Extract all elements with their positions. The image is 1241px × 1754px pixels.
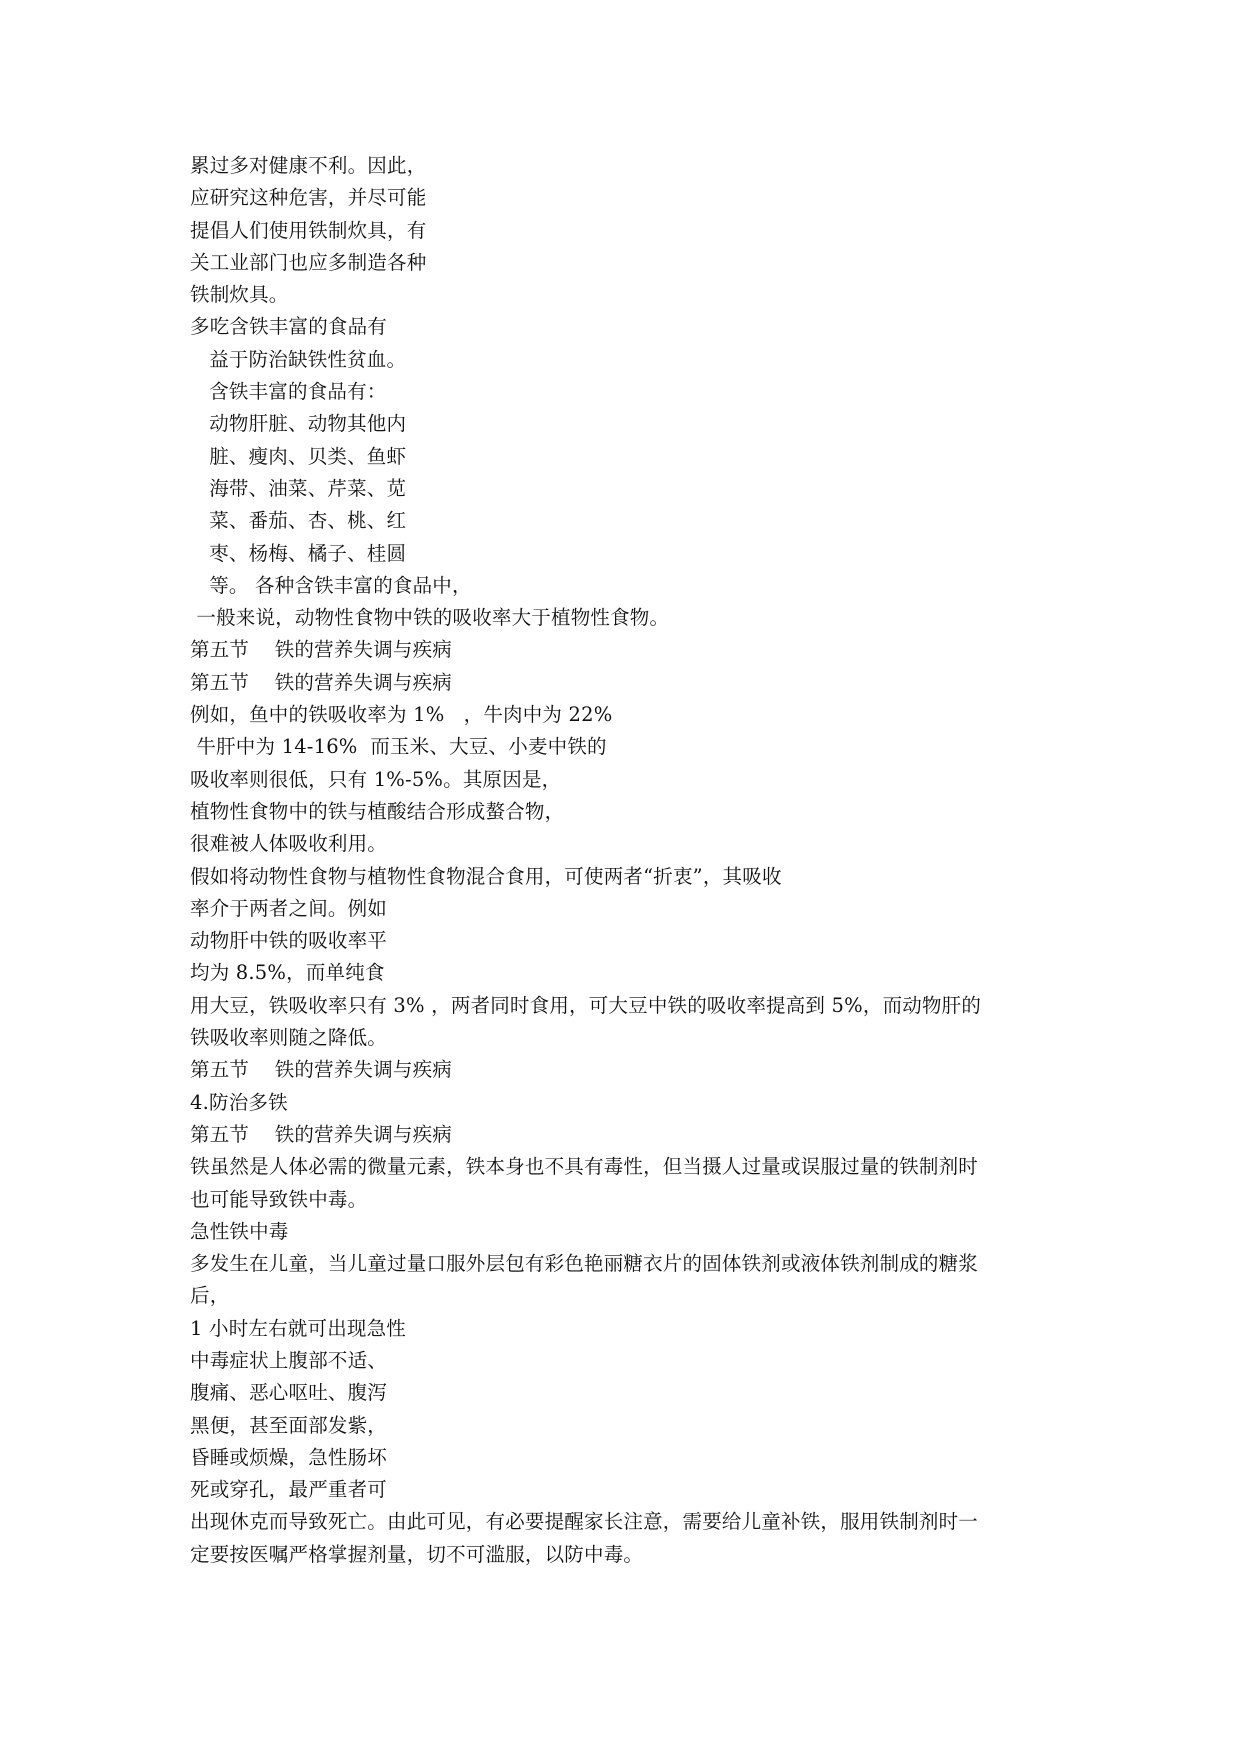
text-line: 多吃含铁丰富的食品有 [190,315,388,339]
text-line: 一般来说，动物性食物中铁的吸收率大于植物性食物。 [190,606,670,630]
section-heading: 第五节 铁的营养失调与疾病 [190,638,452,662]
text-line: 累过多对健康不利。因此， [190,154,427,177]
document-body [190,150,1070,1571]
text-line: 等。 各种含铁丰富的食品中， [190,573,472,597]
section-heading: 第五节 铁的营养失调与疾病 [190,1122,452,1146]
text-line: 动物肝中铁的吸收率平 [190,929,388,953]
text-line: 例如，鱼中的铁吸收率为 1% ，牛肉中为 22% [190,703,613,727]
text-line: 铁虽然是人体必需的微量元素，铁本身也不具有毒性，但当摄人过量或误服过量的铁制剂时 [190,1155,979,1179]
text-line: 也可能导致铁中毒。 [190,1187,368,1211]
text-line: 出现休克而导致死亡。由此可见，有必要提醒家长注意，需要给儿童补铁，服用铁制剂时一 [190,1510,979,1534]
text-line: 牛肝中为 14-16% 而玉米、大豆、小麦中铁的 [190,735,607,759]
text-line: 菜、番茄、杏、桃、红 [190,509,407,533]
text-line: 海带、油菜、芹菜、苋 [190,476,407,500]
text-line: 黑便，甚至面部发紫， [190,1413,388,1437]
text-line: 动物肝脏、动物其他内 [190,412,407,436]
text-line: 率介于两者之间。例如 [190,896,388,920]
section-heading: 第五节 铁的营养失调与疾病 [190,670,452,694]
text-line: 死或穿孔，最严重者可 [190,1478,388,1502]
text-line: 用大豆，铁吸收率只有 3% ，两者同时食用，可大豆中铁的吸收率提高到 5%，而动物肝的 [190,993,982,1017]
text-line: 枣、杨梅、橘子、桂圆 [190,541,407,565]
text-line: 吸收率则很低，只有 1%-5%。其原因是， [190,767,562,791]
text-line: 中毒症状上腹部不适、 [190,1348,388,1372]
text-line: 脏、瘦肉、贝类、鱼虾 [190,444,407,468]
text-line: 腹痛、恶心呕吐、腹泻 [190,1381,388,1405]
text-line: 应研究这种危害，并尽可能 [190,186,427,210]
text-line: 昏睡或烦燥，急性肠坏 [190,1445,388,1469]
text-line: 提倡人们使用铁制炊具，有 [190,218,427,242]
subsection-heading: 4.防治多铁 [190,1090,288,1114]
text-line: 益于防治缺铁性贫血。 [190,347,407,371]
text-line: 铁制炊具。 [190,283,289,307]
text-line: 均为 8.5%，而单纯食 [190,961,385,985]
text-line: 很难被人体吸收利用。 [190,832,388,856]
text-line: 1 小时左右就可出现急性 [190,1316,407,1340]
text-line: 假如将动物性食物与植物性食物混合食用，可使两者“折衷”，其吸收 [190,864,782,888]
text-line: 多发生在儿童，当儿童过量口服外层包有彩色艳丽糖衣片的固体铁剂或液体铁剂制成的糖浆 [190,1252,979,1276]
text-line: 关工业部门也应多制造各种 [190,250,427,274]
text-line: 定要按医嘱严格掌握剂量，切不可滥服，以防中毒。 [190,1542,644,1566]
section-heading: 第五节 铁的营养失调与疾病 [190,1058,452,1082]
text-line: 植物性食物中的铁与植酸结合形成螯合物， [190,799,565,823]
text-line: 后， [190,1284,230,1308]
text-line: 含铁丰富的食品有： [190,380,387,404]
text-line: 铁吸收率则随之降低。 [190,1026,388,1050]
subsection-heading: 急性铁中毒 [190,1219,289,1243]
